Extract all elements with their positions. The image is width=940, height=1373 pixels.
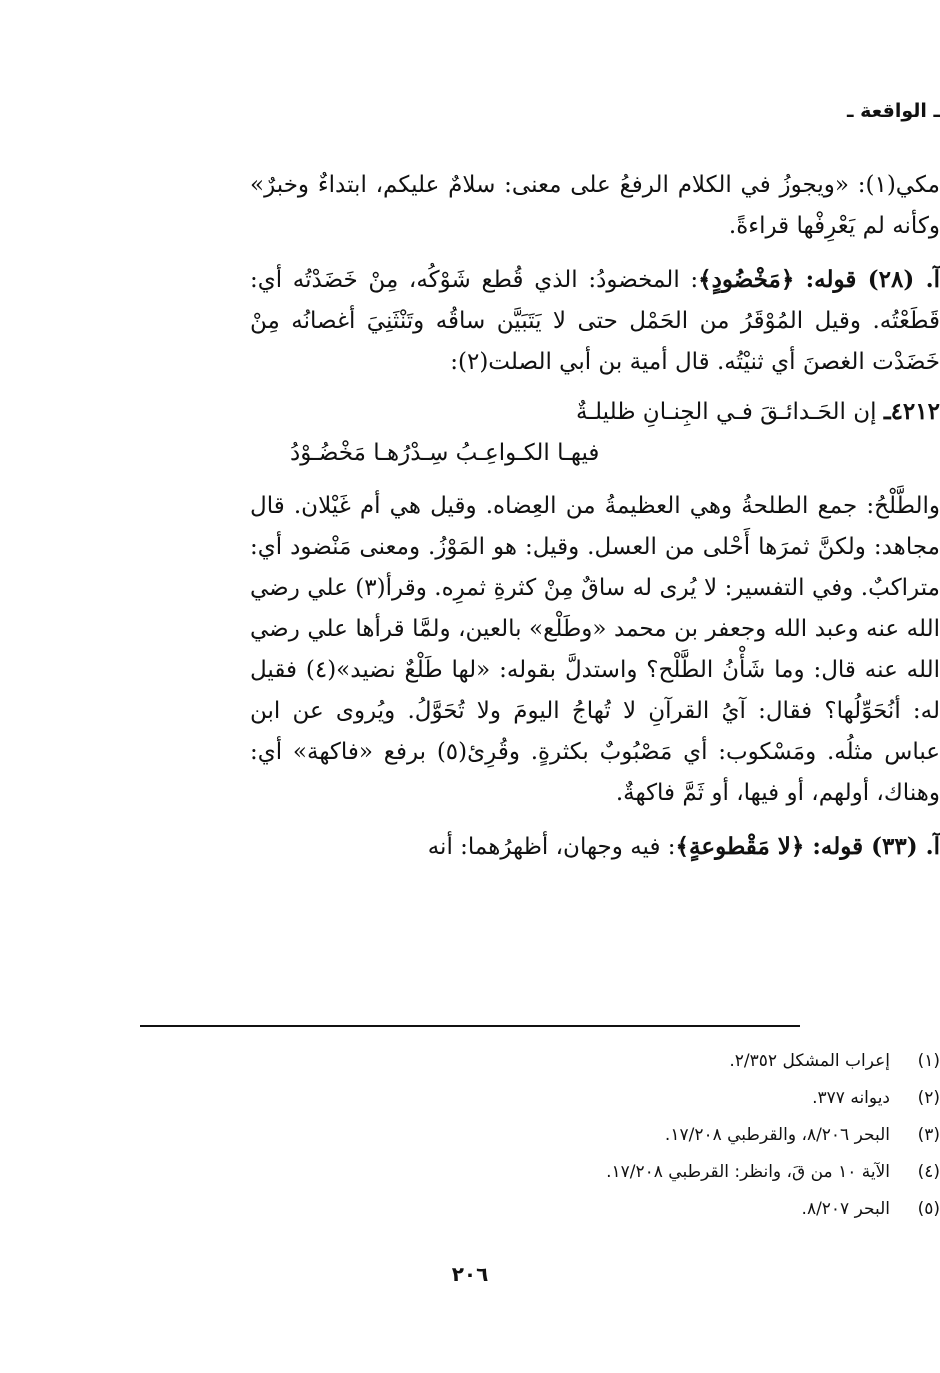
running-header: ـ الواقعة ـ xyxy=(847,100,940,122)
footnote-number: (٣) xyxy=(917,1125,940,1145)
paragraph-3: والطَّلْحُ: جمع الطلحةُ وهي العظيمةُ من العِضاه. وقيل هي أم غَيْلان. قال مجاهد: ولكنَّ ثمرَها أَحْلى من العسل. وقيل: هو المَوْزُ. ومعنى مَنْضود أي: متراكبٌ. وفي التفسير: لا يُرى له ساقٌ مِنْ كثرةِ ثمرِه. وقرأ(٣) علي رضي الله عنه وعبد الله وجعفر بن محمد «وطَلْع» بالعين، ولمَّا قرأها علي رضي الله عنه قال: وما شَأْنُ الطَّلْح؟ واستدلَّ بقوله: «لها طَلْعٌ نضيد»(٤) فقيل له: أنُحَوِّلُها؟ فقال: آيُ القرآنِ لا تُهاجُ اليومَ ولا تُحَوَّلُ. ويُروى عن ابن عباس مثلُه. ومَسْكوب: أي مَصْبُوبٌ بكثرةٍ. وقُرِئ(٥) برفع «فاكهة» أي: وهناك، أولهم، أو فيها، أو ثَمَّ فاكهةٌ. xyxy=(250,493,940,806)
footnote xyxy=(250,1043,940,1080)
poem-line-1 xyxy=(250,391,940,433)
paragraph-2-text: : المخضودُ: الذي قُطع شَوْكُه، مِنْ خَضَدْتُه أي: قَطَعْتُه. وقيل المُوْقَرُ من الحَمْل حتى لا يَتَبَيَّن ساقُه وتَنْثَنِيَ أغصانُه مِنْ خَضَدْت الغصنَ أي ثنيْتُه. قال أمية بن أبي الصلت(٢): xyxy=(250,267,940,375)
paragraph-2 xyxy=(250,259,940,383)
footnote xyxy=(250,1117,940,1154)
footnote-text: إعراب المشكل ٢/٣٥٢. xyxy=(729,1051,890,1071)
footnote xyxy=(250,1080,940,1117)
footnote-text: البحر ٨/٢٠٦، والقرطبي ١٧/٢٠٨. xyxy=(664,1125,890,1145)
footnotes xyxy=(250,1043,940,1228)
footnote-divider xyxy=(140,1025,800,1027)
page-number: ٢٠٦ xyxy=(451,1262,489,1286)
poem-line-1-text: إن الحَـدائـقَ فـي الجِنـانِ ظليلـةٌ xyxy=(575,399,877,425)
verse-reference: آ. (٢٨) قوله: ﴿مَخْضُودٍ﴾ xyxy=(698,266,940,293)
poem-line-2: فيهـا الكـواعِـبُ سِـدْرُهـا مَخْضُـوْدُ xyxy=(290,440,600,466)
footnote-text: البحر ٨/٢٠٧. xyxy=(801,1199,890,1219)
footnote-text: ديوانه ٣٧٧. xyxy=(812,1088,890,1108)
footnote xyxy=(250,1191,940,1228)
paragraph-1: مكي(١): «ويجوزُ في الكلام الرفعُ على معنى: سلامٌ عليكم، ابتداءٌ وخبرٌ» وكأنه لم يَعْرِفْها قراءةً. xyxy=(250,172,940,239)
footnote-number: (٢) xyxy=(917,1088,940,1108)
main-text xyxy=(250,165,940,876)
paragraph-4 xyxy=(250,826,940,868)
poem-number: ٤٢١٢ـ xyxy=(883,398,940,425)
footnote-text: الآية ١٠ من قَ، وانظر: القرطبي ١٧/٢٠٨. xyxy=(606,1162,890,1182)
footnote xyxy=(250,1154,940,1191)
paragraph-4-text: : فيه وجهان، أظهرُهما: أنه xyxy=(427,834,676,860)
footnote-number: (١) xyxy=(917,1051,940,1071)
footnote-number: (٥) xyxy=(917,1199,940,1219)
poem xyxy=(250,391,940,474)
footnote-number: (٤) xyxy=(917,1162,940,1182)
verse-reference: آ. (٣٣) قوله: ﴿لا مَقْطوعةٍ﴾ xyxy=(675,833,940,860)
